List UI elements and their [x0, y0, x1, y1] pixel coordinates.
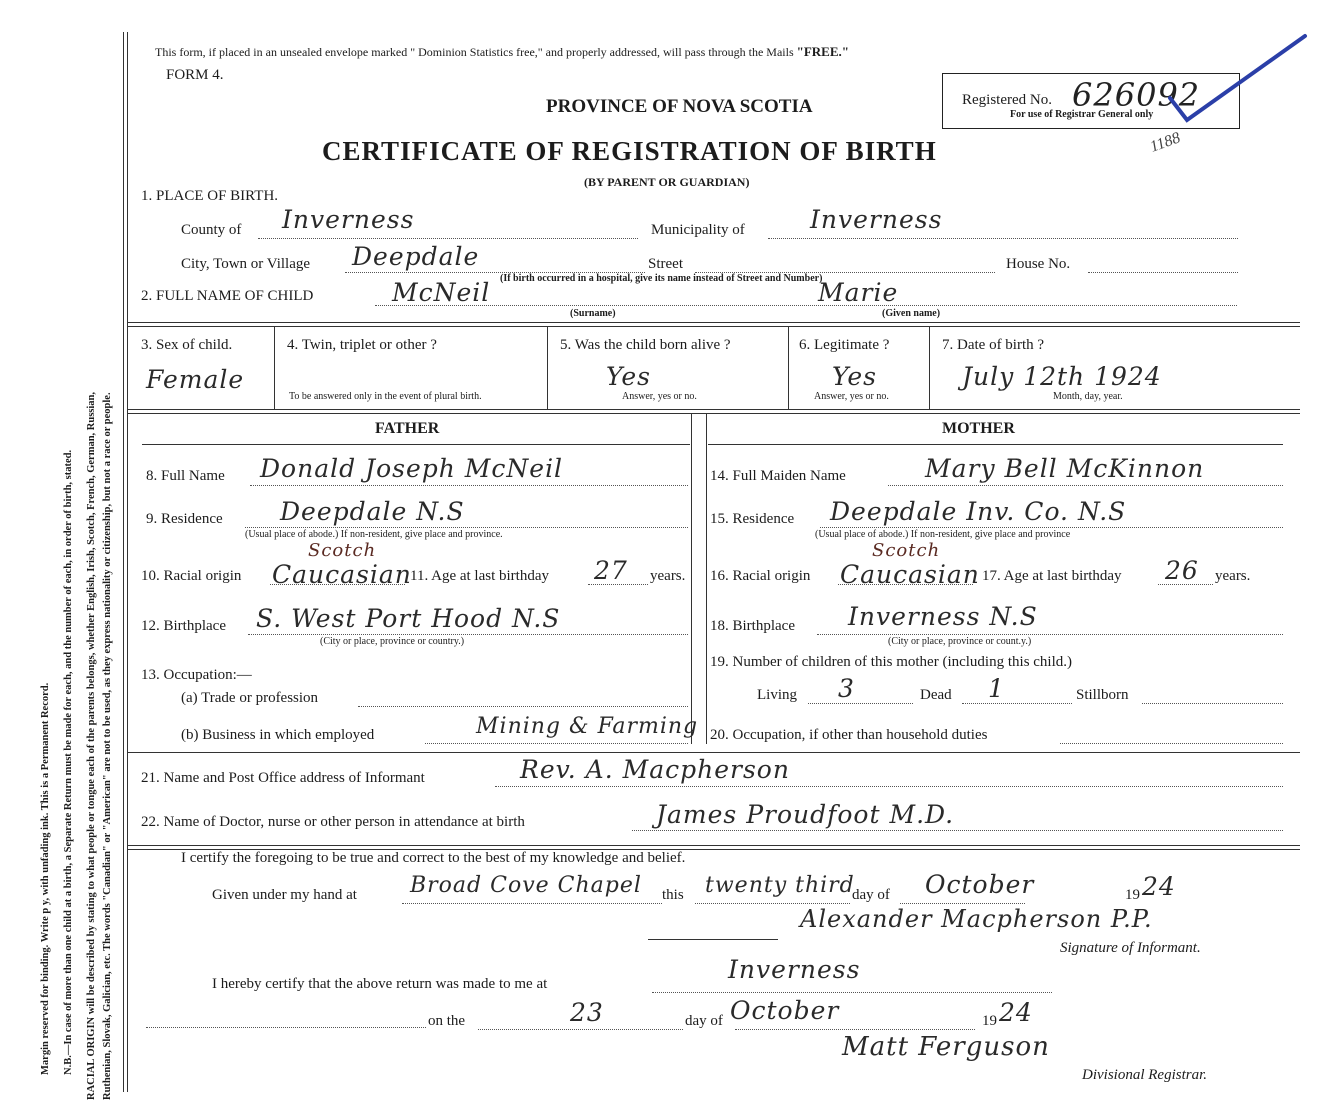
father-racial-label: 10. Racial origin	[141, 568, 242, 584]
street-label: Street	[648, 256, 683, 272]
ledger-stamp: 1188	[1147, 129, 1183, 156]
business-value: Mining & Farming	[476, 714, 699, 739]
form-number: FORM 4.	[166, 67, 224, 83]
given-label: Given under my hand at	[212, 887, 357, 903]
trade-label: (a) Trade or profession	[181, 690, 319, 706]
dead-value: 1	[988, 674, 1005, 703]
mother-age-value: 26	[1165, 556, 1199, 585]
surname-caption: (Surname)	[570, 308, 616, 319]
municipality-value: Inverness	[810, 205, 943, 234]
hospital-note: (If birth occurred in a hospital, give its name instead of Street and Number)	[500, 273, 823, 284]
business-label: (b) Business in which employed	[181, 727, 375, 743]
mother-birthplace-caption: (City or place, province or count.y.)	[888, 636, 1032, 647]
house-label: House No.	[1006, 256, 1071, 272]
father-residence-value: Deepdale N.S	[280, 497, 465, 526]
father-name-label: 8. Full Name	[146, 468, 225, 484]
informant-value: Rev. A. Macpherson	[520, 755, 790, 784]
living-label: Living	[757, 687, 797, 703]
mother-racial-label: 16. Racial origin	[710, 568, 811, 584]
legitimate-label: 6. Legitimate ?	[799, 337, 890, 353]
dead-label: Dead	[920, 687, 952, 703]
left-border	[123, 32, 124, 1092]
father-heading: FATHER	[375, 420, 440, 437]
born-alive-label: 5. Was the child born alive ?	[560, 337, 731, 353]
registrar-month: October	[730, 996, 840, 1025]
given-place: Broad Cove Chapel	[410, 873, 642, 898]
city-value: Deepdale	[352, 242, 480, 271]
father-residence-label: 9. Residence	[146, 511, 223, 527]
registered-number: 626092	[1072, 76, 1201, 114]
father-residence-caption: (Usual place of abode.) If non-resident, give place and province.	[245, 529, 503, 540]
born-alive-caption: Answer, yes or no.	[622, 391, 697, 402]
child-surname: McNeil	[392, 278, 491, 307]
sex-label: 3. Sex of child.	[141, 337, 233, 353]
mother-birthplace-label: 18. Birthplace	[710, 618, 795, 634]
doctor-value: James Proudfoot M.D.	[656, 800, 955, 829]
mother-residence-value: Deepdale Inv. Co. N.S	[830, 497, 1127, 526]
twin-label: 4. Twin, triplet or other ?	[287, 337, 437, 353]
registrar-on-label: on the	[428, 1013, 466, 1029]
dob-caption: Month, day, year.	[1053, 391, 1123, 402]
given-caption: (Given name)	[882, 308, 941, 319]
sex-value: Female	[146, 365, 245, 394]
certificate-subtitle: (BY PARENT OR GUARDIAN)	[584, 175, 750, 189]
born-alive-value: Yes	[606, 362, 651, 391]
occupation-label: 13. Occupation:—	[141, 667, 252, 683]
certify-year: 24	[1142, 872, 1176, 901]
father-racial-note: Scotch	[308, 540, 377, 561]
informant-label: 21. Name and Post Office address of Informant	[141, 770, 425, 786]
certificate-title: CERTIFICATE OF REGISTRATION OF BIRTH	[322, 136, 937, 166]
registrar-place: Inverness	[728, 955, 861, 984]
mother-residence-label: 15. Residence	[710, 511, 795, 527]
informant-signature-caption: Signature of Informant.	[1060, 940, 1201, 956]
father-birthplace-label: 12. Birthplace	[141, 618, 226, 634]
certify-day: twenty third	[705, 873, 855, 898]
margin-nb-note: N.B.—In case of more than one child at a birth, a Separate Return must be made for each, and the number of each, in order of birth, stated.	[63, 449, 74, 1075]
mother-age-unit: years.	[1215, 568, 1251, 584]
child-given-name: Marie	[818, 278, 899, 307]
county-label: County of	[181, 222, 242, 238]
margin-racial-note: RACIAL ORIGIN will be described by stating to what people or tongue each of the parents belongs, whether English, Irish, Scotch, French, German, Russian,	[86, 391, 97, 1100]
certify-statement: I certify the foregoing to be true and correct to the best of my knowledge and belief.	[181, 850, 686, 866]
registrar-caption: Divisional Registrar.	[1082, 1067, 1208, 1083]
father-birthplace-value: S. West Port Hood N.S	[256, 604, 561, 633]
dob-label: 7. Date of birth ?	[942, 337, 1045, 353]
mother-name-label: 14. Full Maiden Name	[710, 468, 846, 484]
informant-signature: Alexander Macpherson P.P.	[800, 905, 1153, 933]
mother-racial-value: Caucasian	[840, 560, 980, 589]
mother-racial-note: Scotch	[872, 540, 941, 561]
mother-heading: MOTHER	[942, 420, 1015, 437]
registrar-year-prefix: 19	[982, 1013, 997, 1029]
father-racial-value: Caucasian	[272, 560, 412, 589]
legitimate-value: Yes	[832, 362, 877, 391]
father-age-label: 11. Age at last birthday	[410, 568, 549, 584]
registrar-signature: Matt Ferguson	[842, 1032, 1050, 1062]
legitimate-caption: Answer, yes or no.	[814, 391, 889, 402]
stillborn-label: Stillborn	[1076, 687, 1129, 703]
this-label: this	[662, 887, 684, 903]
left-border-inner	[127, 32, 128, 1092]
mother-residence-caption: (Usual place of abode.) If non-resident, give place and province	[815, 529, 1071, 540]
place-heading: 1. PLACE OF BIRTH.	[141, 188, 279, 204]
municipality-label: Municipality of	[651, 222, 745, 238]
father-birthplace-caption: (City or place, province or country.)	[320, 636, 465, 647]
twin-note: To be answered only in the event of plural birth.	[289, 391, 482, 402]
margin-binding-note: Margin reserved for binding. Write p y, with unfading ink. This is a Permanent Record.	[40, 682, 51, 1075]
mother-name-value: Mary Bell McKinnon	[925, 454, 1205, 483]
dob-value: July 12th 1924	[962, 362, 1162, 391]
postal-notice: This form, if placed in an unsealed envelope marked " Dominion Statistics free," and properly addressed, will pass through the Mails "FREE."	[155, 44, 849, 59]
mother-birthplace-value: Inverness N.S	[848, 602, 1038, 631]
registrar-day: 23	[570, 998, 604, 1027]
registrar-note: For use of Registrar General only	[1010, 109, 1154, 120]
registrar-year: 24	[999, 998, 1033, 1027]
province-heading: PROVINCE OF NOVA SCOTIA	[546, 96, 813, 117]
father-age-unit: years.	[650, 568, 686, 584]
registered-label: Registered No.	[962, 92, 1052, 108]
mother-age-label: 17. Age at last birthday	[982, 568, 1122, 584]
certify-year-prefix: 19	[1125, 887, 1140, 903]
child-name-label: 2. FULL NAME OF CHILD	[141, 288, 314, 304]
father-name-value: Donald Joseph McNeil	[260, 454, 564, 483]
certify-month: October	[925, 870, 1035, 899]
children-count-label: 19. Number of children of this mother (including this child.)	[710, 654, 1073, 670]
registrar-statement: I hereby certify that the above return was made to me at	[212, 976, 548, 992]
mother-occupation-label: 20. Occupation, if other than household duties	[710, 727, 988, 743]
living-value: 3	[838, 674, 855, 703]
doctor-label: 22. Name of Doctor, nurse or other person in attendance at birth	[141, 814, 525, 830]
certify-day-label: day of	[852, 887, 890, 903]
city-label: City, Town or Village	[181, 256, 311, 272]
margin-racial-note-2: Ruthenian, Slovak, Galician, etc. The words "Canadian" or "American" are not to be used, as they express nationality or citizenship, but not a race or people.	[102, 392, 113, 1100]
registrar-day-label: day of	[685, 1013, 723, 1029]
blue-check-mark-icon	[1165, 28, 1315, 138]
county-value: Inverness	[282, 205, 415, 234]
father-age-value: 27	[594, 556, 628, 585]
